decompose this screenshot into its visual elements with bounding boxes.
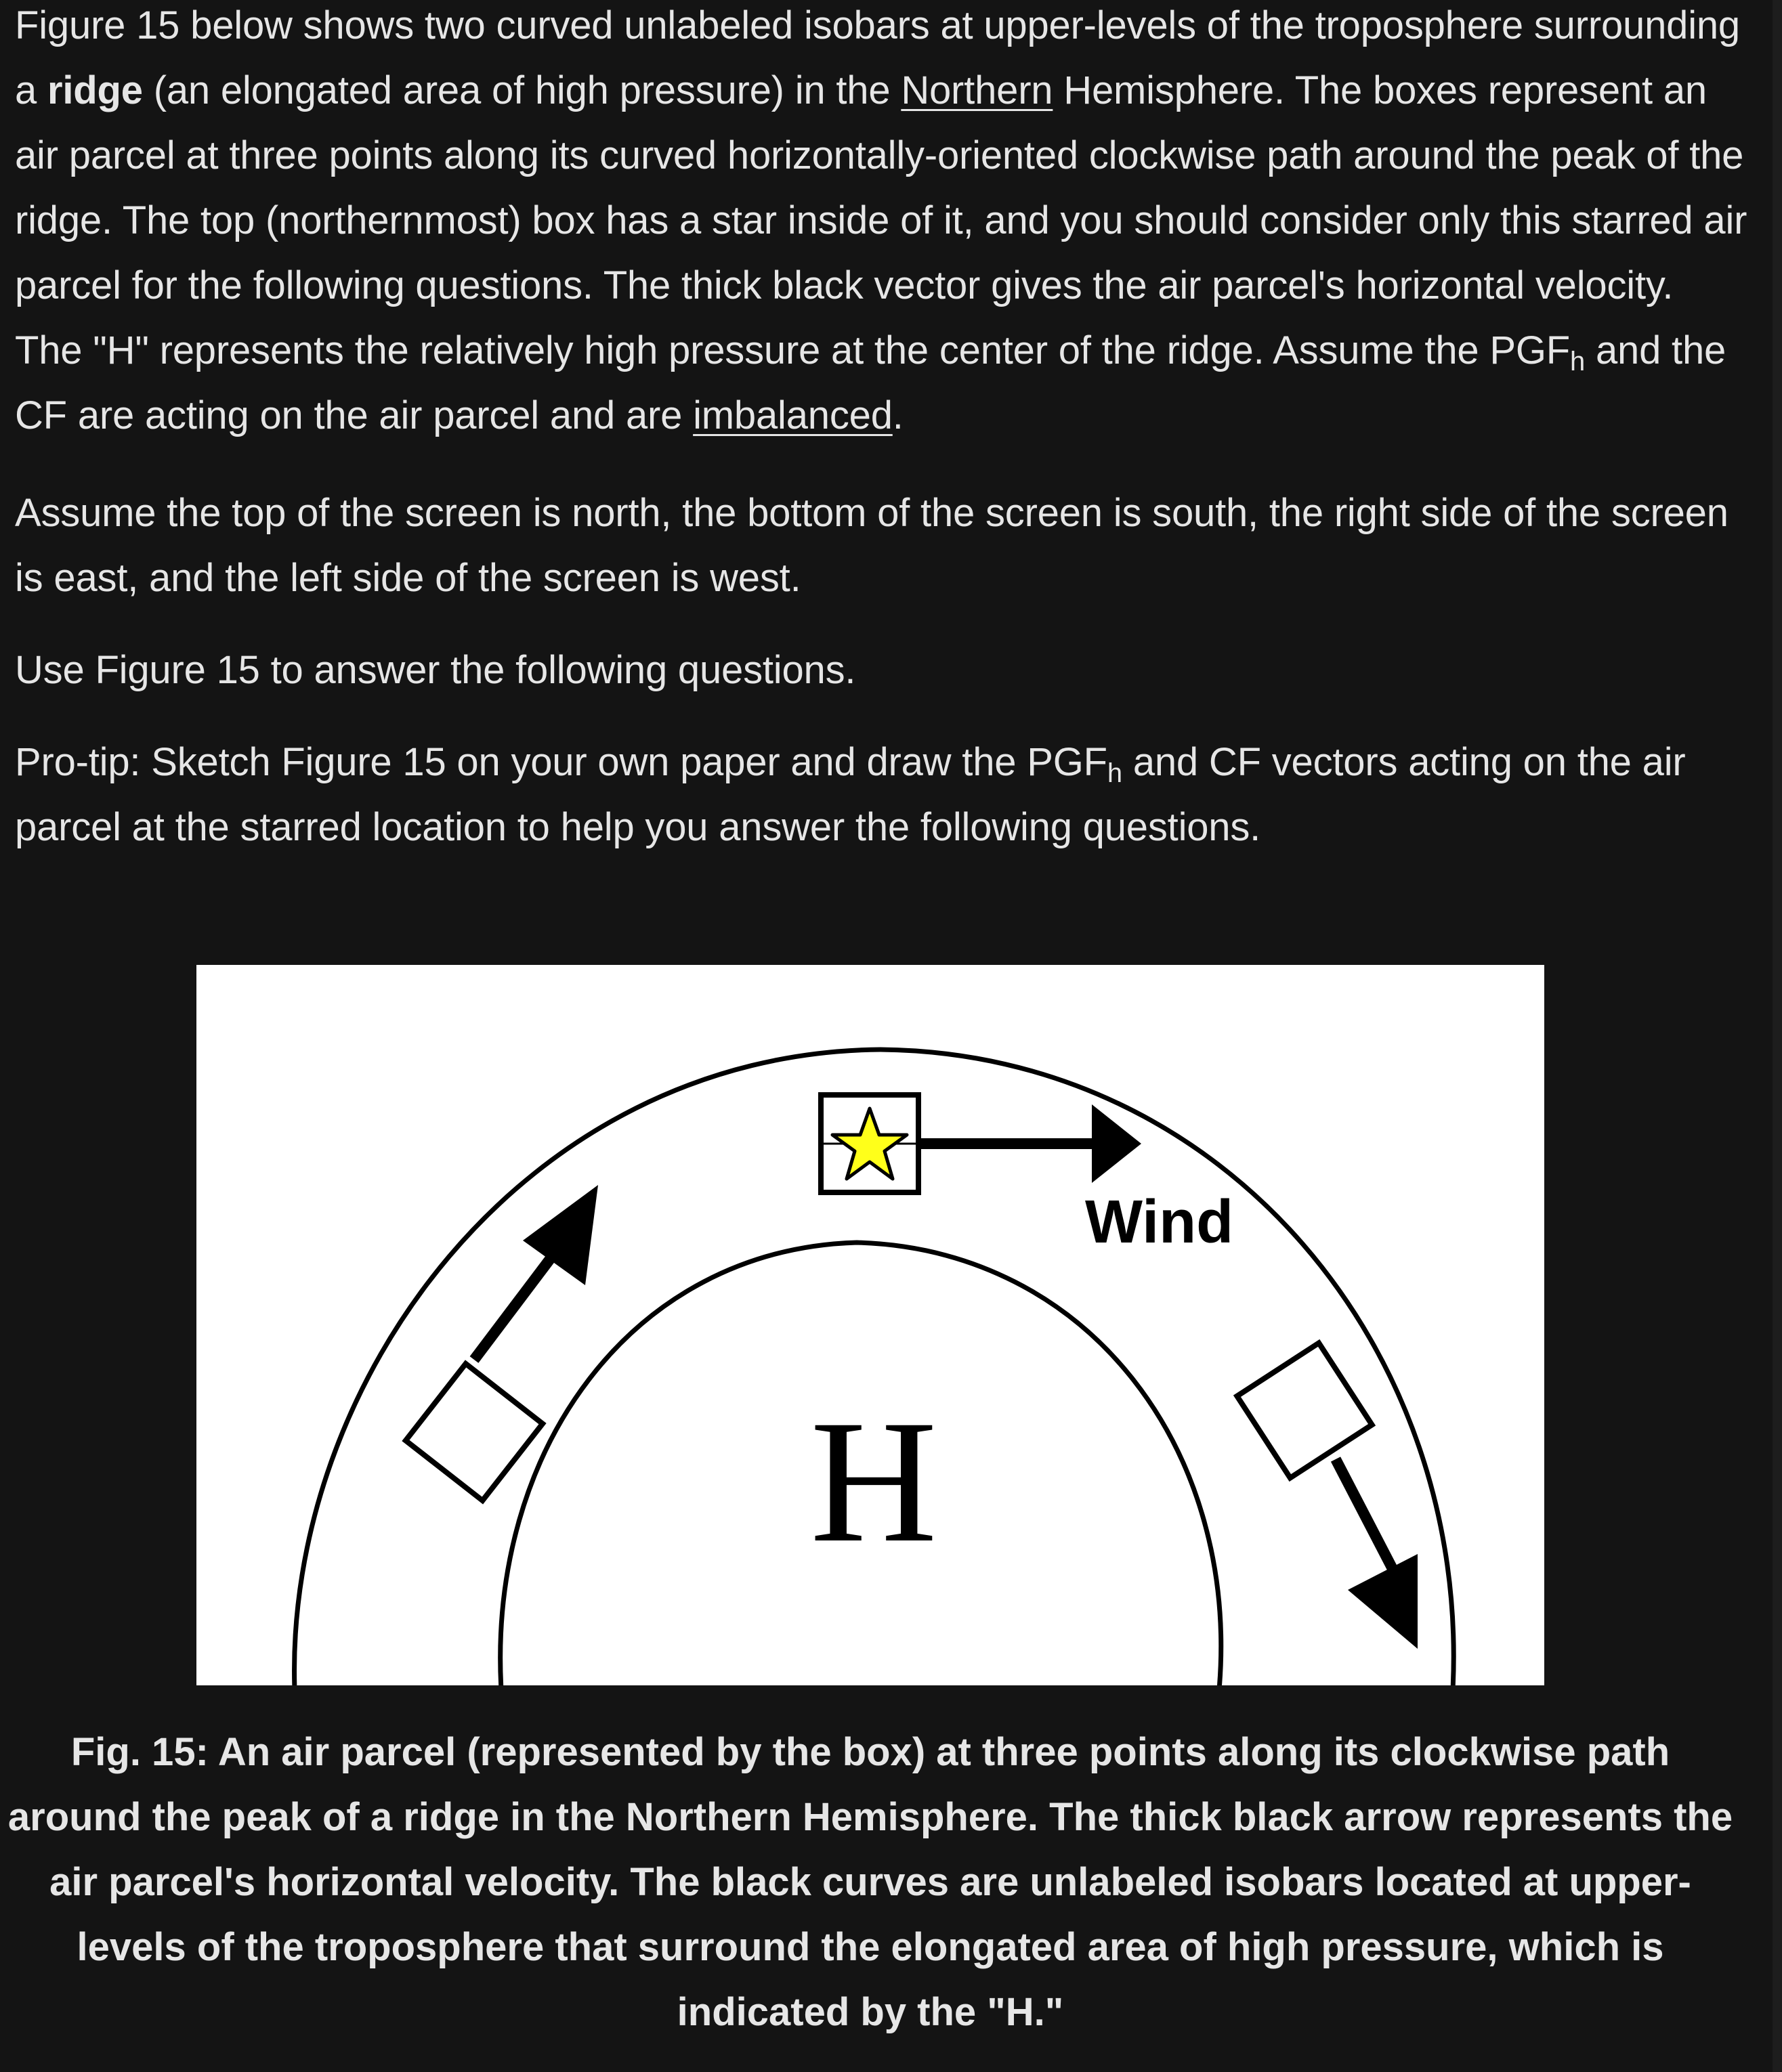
intro-paragraph [15,0,1749,448]
starred-air-parcel [821,1095,918,1192]
intro-text-2: (an elongated area of high pressure) in the [142,68,901,112]
right-air-parcel [1237,1343,1372,1477]
wind-label: Wind [1085,1188,1234,1256]
wind-velocity-arrow [918,1104,1141,1183]
orientation-paragraph: Assume the top of the screen is north, the bottom of the screen is south, the right side of the screen is east, and the left side of the screen is west. [15,491,1728,600]
protip-paragraph [15,730,1749,860]
high-pressure-label: H [810,1384,937,1579]
use-figure-paragraph: Use Figure 15 to answer the following questions. [15,648,856,692]
question-content [15,0,1749,860]
intro-text-3: Hemisphere. The boxes represent an air parcel at three points along its curved horizontally-oriented clockwise path around the peak of the ridge. The top (northernmost) box has a star inside of it, and you should consider only this starred air parcel for the following questions. The thick black vector gives the air parcel's horizontal velocity. The "H" represents the relatively high pressure at the center of the ridge. Assume the PGF [15,68,1747,372]
protip-subscript: h [1107,758,1122,788]
left-air-parcel [406,1364,543,1501]
figure-caption: Fig. 15: An air parcel (represented by the box) at three points along its clockwise path around the peak of a ridge in the Northern Hemisphere. The thick black arrow represents the air parcel's horizontal velocity. The black curves are unlabeled isobars located at upper-levels of the troposphere that surround the elongated area of high pressure, which is indicated by the "H." [7,1730,1733,2034]
intro-text-4: and the CF are acting on the air parcel and are [15,328,1726,437]
imbalanced-term: imbalanced [693,393,893,437]
ridge-term: ridge [47,68,143,112]
figure-15-diagram [196,965,1544,1685]
protip-text-1: Pro-tip: Sketch Figure 15 on your own paper and draw the PGF [15,740,1107,784]
right-velocity-arrow [1336,1459,1418,1649]
intro-text-5: . [892,393,904,437]
northern-term: Northern [901,68,1053,112]
intro-text-1: Figure 15 below shows two curved unlabeled isobars at upper-levels of the troposphere surrounding a [15,3,1740,112]
protip-text-2: and CF vectors acting on the air parcel at the starred location to help you answer the following questions. [15,740,1686,849]
pgf-subscript: h [1570,347,1586,376]
scrollbar[interactable] [1773,0,1782,2072]
figure-15 [196,965,1544,1685]
